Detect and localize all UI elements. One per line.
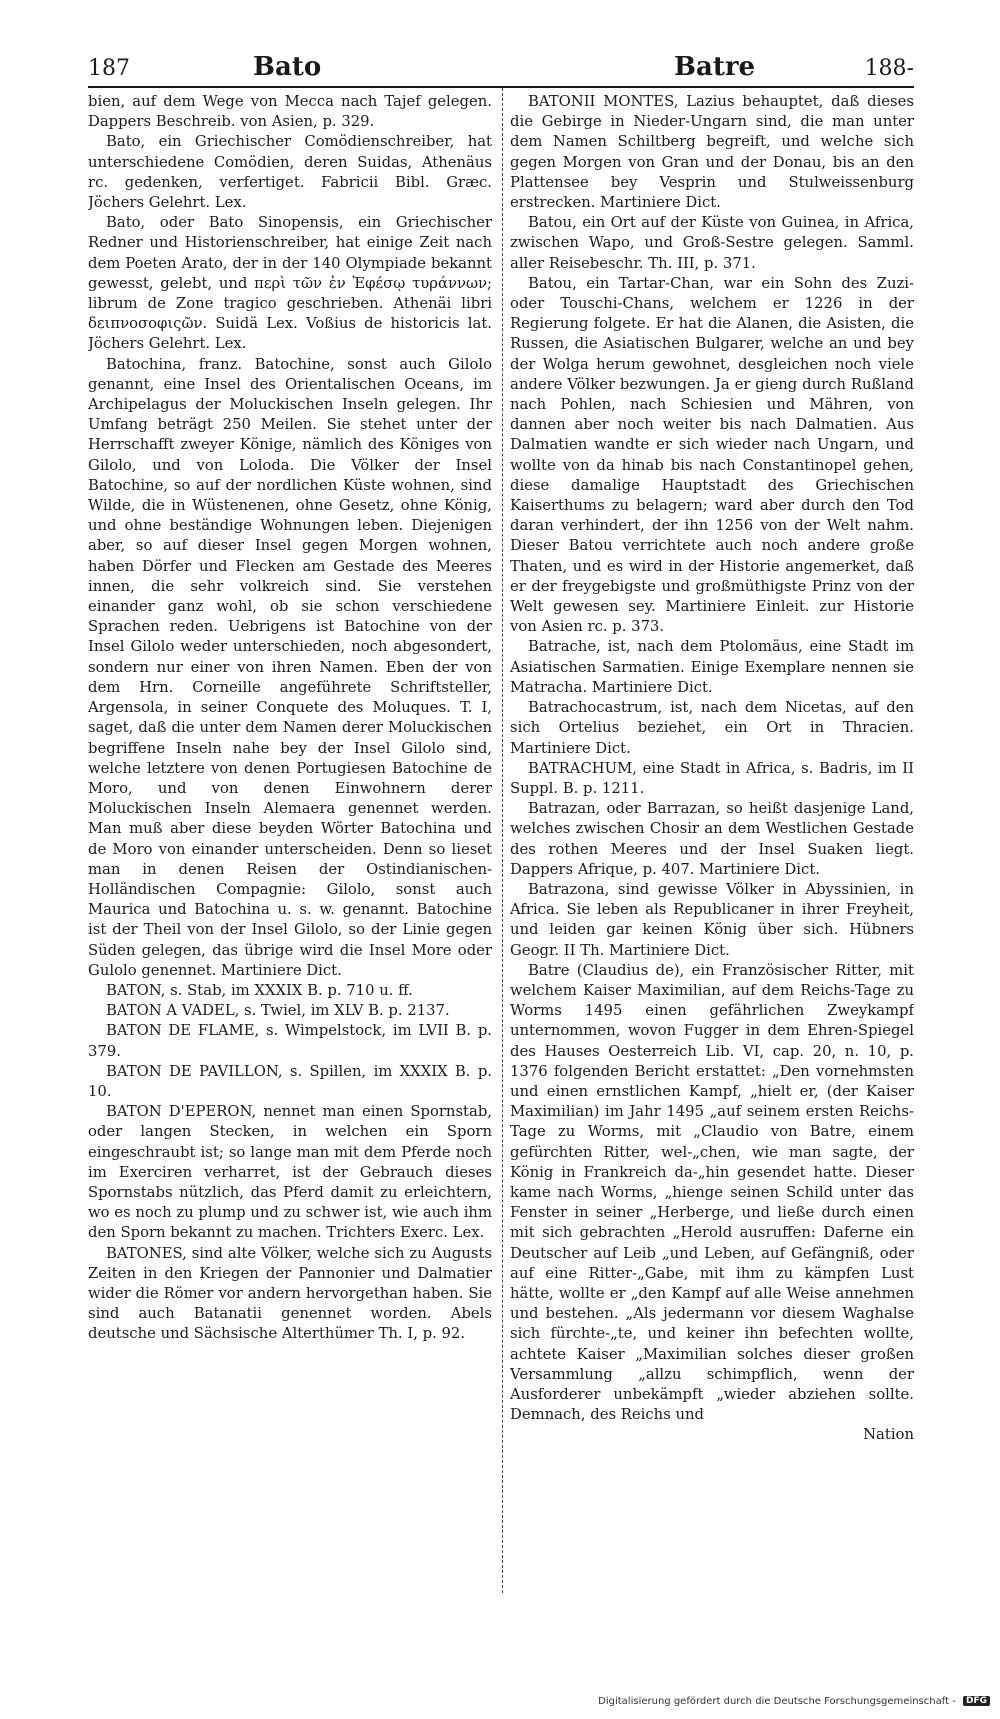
dictionary-entry: BATON DE FLAME, s. Wimpelstock, im LVII B. p. 379. bbox=[88, 1022, 492, 1060]
digitization-credit bbox=[598, 1696, 990, 1707]
dictionary-entry: BATON A VADEL, s. Twiel, im XLV B. p. 2137. bbox=[106, 1002, 450, 1020]
page-number-right: 188- bbox=[864, 56, 914, 81]
dictionary-entry: Nation bbox=[863, 1426, 914, 1444]
column-divider bbox=[502, 88, 504, 1593]
dictionary-entry: Batou, ein Ort auf der Küste von Guinea, in Africa, zwischen Wapo, und Groß-Sestre gelegen. Samml. aller Reisebeschr. Th. III, p. 371. bbox=[510, 214, 914, 272]
dictionary-entry: Batrachocastrum, ist, nach dem Nicetas, auf den sich Ortelius beziehet, ein Ort in Thracien. Martiniere Dict. bbox=[510, 699, 914, 757]
dictionary-entry: Batrazan, oder Barrazan, so heißt dasjenige Land, welches zwischen Chosir an dem Westlichen Gestade des rothen Meeres und der Insel Suaken liegt. Dappers Afrique, p. 407. Martiniere Dict. bbox=[510, 800, 914, 878]
catchword-left: Bato bbox=[253, 52, 322, 82]
catchword-right: Batre bbox=[674, 52, 756, 82]
dictionary-entry: Batrazona, sind gewisse Völker in Abyssinien, in Africa. Sie leben als Republicaner in ihrer Freyheit, und leiden gar keinen König über sich. Hübners Geogr. II Th. Martiniere Dict. bbox=[510, 880, 914, 959]
dictionary-entry: Bato, oder Bato Sinopensis, ein Griechischer Redner und Historienschreiber, hat einige Zeit nach dem Poeten Arato, der in der 140 Olympiade bekannt gewesst, gelebt, und περὶ τῶν ἐν Ἐφέσῳ τυράννων; librum de Zone tragico geschrieben. Athenäi libri δειπνοσοφιςῶν. Suidä Lex. Voßius de historicis lat. Jöchers Gelehrt. Lex. bbox=[88, 214, 492, 353]
dictionary-entry: BATON DE PAVILLON, s. Spillen, im XXXIX B. p. 10. bbox=[88, 1062, 492, 1100]
header-rule bbox=[88, 86, 914, 88]
right-column bbox=[510, 92, 914, 1602]
credit-text: Digitalisierung gefördert durch die Deutsche Forschungsgemeinschaft - bbox=[598, 1696, 956, 1707]
dictionary-entry: bien, auf dem Wege von Mecca nach Tajef gelegen. Dappers Beschreib. von Asien, p. 329. bbox=[88, 93, 492, 131]
dictionary-entry: Batou, ein Tartar-Chan, war ein Sohn des Zuzi-oder Touschi-Chans, welchem er 1226 in der Regierung folgete. Er hat die Alanen, die Asisten, die Russen, die Asiatischen Bulgarer, welche an und bey der Wolga herum gewohnet, desgleichen noch viele andere Völker bezwungen. Ja er gieng durch Rußland nach Pohlen, nach Schiesien und Mähren, von dannen aber noch weiter bis nach Dalmatien. Aus Dalmatien wandte er sich wieder nach Ungarn, und wollte von da hinab bis nach Constantinopel gehen, diese damalige Hauptstadt des Griechischen Kaiserthums zu belagern; ward aber durch den Tod daran verhindert, der ihn 1256 von der Welt nahm. Dieser Batou verrichtete auch noch andere große Thaten, und es wird in der Historie angemerket, daß er der freygebigste und großmüthigste Prinz von der Welt gewesen sey. Martiniere Einleit. zur Historie von Asien rc. p. 373. bbox=[510, 274, 914, 636]
book-page bbox=[88, 52, 914, 1612]
dictionary-entry: Bato, ein Griechischer Comödienschreiber, hat unterschiedene Comödien, deren Suidas, Athenäus rc. gedenken, verfertiget. Fabricii Bibl. Græc. Jöchers Gelehrt. Lex. bbox=[88, 133, 492, 212]
left-column bbox=[88, 92, 492, 1602]
dictionary-entry: BATONES, sind alte Völker, welche sich zu Augusts Zeiten in den Kriegen der Pannonier und Dalmatier wider die Römer vor andern hervorgethan haben. Sie sind auch Batanatii genennet worden. Abels deutsche und Sächsische Alterthümer Th. I, p. 92. bbox=[88, 1244, 492, 1343]
dictionary-entry: Batrache, ist, nach dem Ptolomäus, eine Stadt im Asiatischen Sarmatien. Einige Exemplare nennen sie Matracha. Martiniere Dict. bbox=[510, 638, 914, 696]
page-number-left: 187 bbox=[88, 56, 130, 81]
dictionary-entry: BATRACHUM, eine Stadt in Africa, s. Badris, im II Suppl. B. p. 1211. bbox=[510, 759, 914, 797]
dfg-logo: DFG bbox=[963, 1696, 990, 1706]
dictionary-entry: BATON, s. Stab, im XXXIX B. p. 710 u. ff. bbox=[106, 981, 413, 999]
running-header bbox=[88, 52, 914, 84]
dictionary-entry: BATON D'EPERON, nennet man einen Spornstab, oder langen Stecken, in welchen ein Sporn eingeschraubt ist; so lange man mit dem Pferde noch im Exerciren verharret, ist der Gebrauch dieses Spornstabs nützlich, das Pferd damit zu erleichtern, wo es noch zu plump und zu schwer ist, wie auch ihm den Sporn bekannt zu machen. Trichters Exerc. Lex. bbox=[88, 1103, 492, 1242]
dictionary-entry: Batre (Claudius de), ein Französischer Ritter, mit welchem Kaiser Maximilian, auf dem Reichs-Tage zu Worms 1495 einen gefährlichen Zweykampf unternommen, wovon Fugger in dem Ehren-Spiegel des Hauses Oesterreich Lib. VI, cap. 20, n. 10, p. 1376 folgenden Bericht erstattet: „Den vornehmsten und einen ernstlichen Kampf, „hielt er, (der Kaiser Maximilian) im Jahr 1495 „auf seinem ersten Reichs-Tage zu Worms, mit „Claudio von Batre, einem gefürchten Ritter, wel-„chen, wie man sagte, der König in Frankreich da-„hin gesendet hatte. Dieser kame nach Worms, „hienge seinen Schild unter das Fenster in seiner „Herberge, und ließe durch einen mit sich gebrachten „Herold ausruffen: Daferne ein Deutscher auf Leib „und Leben, auf Gefängniß, oder auf eine Ritter-„Gabe, mit ihm zu kämpfen Lust hätte, wollte er „den Kampf auf alle Weise annehmen und bestehen. „Als jedermann vor diesem Waghalse sich fürchte-„te, und keiner ihn befechten wollte, achtete Kaiser „Maximilian solches dieser großen Versammlung „allzu schimpflich, wenn der Ausforderer unbekämpft „wieder abziehen sollte. Demnach, des Reichs und bbox=[510, 961, 914, 1424]
dictionary-entry: Batochina, franz. Batochine, sonst auch Gilolo genannt, eine Insel des Orientalischen Oceans, im Archipelagus der Moluckischen Inseln gelegen. Ihr Umfang beträgt 250 Meilen. Sie stehet unter der Herrschafft zweyer Könige, nämlich des Königes von Gilolo, und von Loloda. Die Völker der Insel Batochine, so auf der nordlichen Küste wohnen, sind Wilde, die in Wüstenenen, ohne Gesetz, ohne König, und ohne beständige Wohnungen leben. Diejenigen aber, so auf dieser Insel gegen Morgen wohnen, haben Dörfer und Flecken am Gestade des Meeres innen, die sehr volkreich sind. Sie verstehen einander ganz wohl, ob sie schon verschiedene Sprachen reden. Uebrigens ist Batochine von der Insel Gilolo weder unterschieden, noch abgesondert, sondern nur einer von ihren Namen. Eben der von dem Hrn. Corneille angeführete Schriftsteller, Argensola, in seiner Conquete des Moluques. T. I, saget, daß die unter dem Namen derer Moluckischen begriffene Inseln nahe bey der Insel Gilolo sind, welche letztere von denen Portugiesen Batochine de Moro, und von denen Einwohnern derer Moluckischen Inseln Alemaera genennet werden. Man muß aber diese beyden Wörter Batochina und de Moro von einander unterscheiden. Denn so lieset man in denen Reisen der Ostindianischen-Holländischen Compagnie: Gilolo, sonst auch Maurica und Batochina u. s. w. genannt. Batochine ist der Theil von der Insel Gilolo, so der Linie gegen Süden gelegen, das übrige wird die Insel More oder Gulolo genennet. Martiniere Dict. bbox=[88, 355, 492, 979]
dictionary-entry: BATONII MONTES, Lazius behauptet, daß dieses die Gebirge in Nieder-Ungarn sind, die man unter dem Namen Schiltberg begreift, und welche sich gegen Morgen von Gran und der Donau, bis an den Plattensee bey Vesprin und Stulweissenburg erstrecken. Martiniere Dict. bbox=[510, 93, 914, 212]
